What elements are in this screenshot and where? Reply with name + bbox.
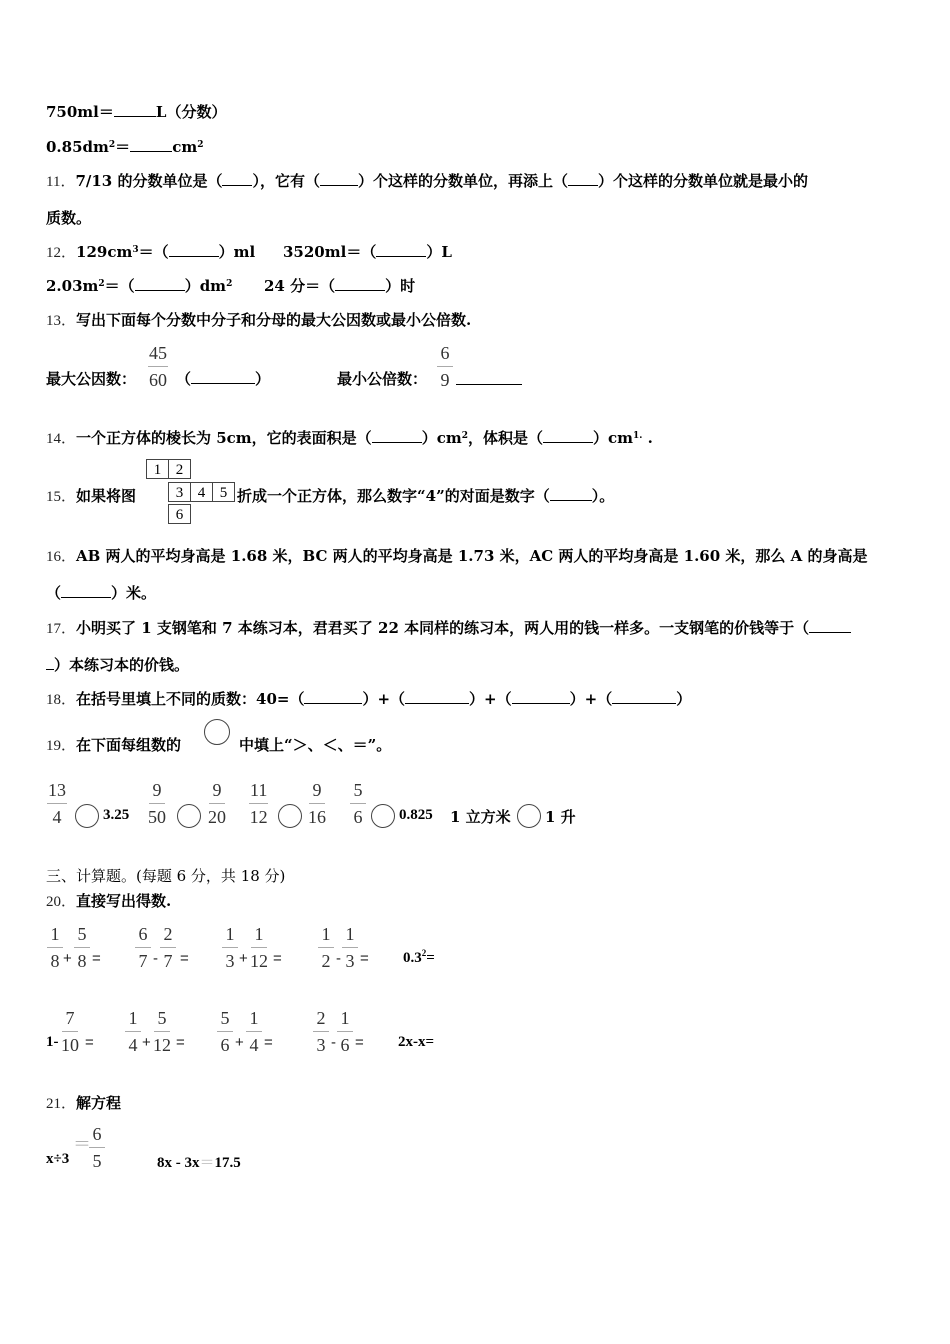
net-cell-2: 2 [168,459,191,479]
denominator: 4 [128,1035,138,1055]
equals: = [176,1034,185,1051]
plus: ）+（ [569,690,613,708]
answer-blank[interactable] [550,486,592,501]
question-20 [46,891,171,912]
q15-text: 折成一个正方体，那么数字“4”的对面是数字（ [237,487,550,505]
q15-text: ）。 [591,487,615,505]
q12-b [283,242,452,262]
question-number: 11． [46,174,76,190]
denominator: 6 [340,1035,350,1055]
unit: cm [172,138,198,156]
question-number: 21． [46,1096,77,1112]
value-3-25: 3.25 [103,807,130,823]
q11-text: ）个这样的分数单位，再添上（ [357,172,568,190]
equals: = [426,950,435,966]
fraction [342,924,358,971]
fraction [125,1008,141,1055]
expr-2x-x: 2x-x= [398,1034,435,1050]
value-0-825: 0.825 [399,807,433,823]
value-1-liter: 1 升 [545,808,576,826]
equals: = [360,950,369,967]
fraction-9-16 [308,780,326,827]
equals: = [273,950,282,967]
plus: ）+（ [469,690,512,708]
fraction [135,924,151,971]
compare-circle-5[interactable] [517,804,541,828]
numerator: 1 [318,924,334,948]
compare-circle-2[interactable] [177,804,201,828]
question-13 [46,310,471,331]
q17-line2 [46,655,189,675]
eq: ＝ [115,138,131,156]
equals: = [85,1034,94,1051]
q16-line2 [46,583,156,603]
question-number: 16． [46,549,77,565]
numerator: 6 [89,1124,105,1148]
numerator: 6 [135,924,151,948]
operator: - [153,950,158,967]
answer-blank[interactable] [191,369,255,384]
answer-blank[interactable] [304,689,362,704]
equation-2 [157,1151,241,1172]
q20-text: 直接写出得数. [76,892,172,910]
question-number: 19． [46,738,77,754]
numerator: 1 [251,924,267,948]
answer-blank[interactable] [809,618,851,633]
question-number: 18． [46,692,77,708]
fraction-13-4 [47,780,67,827]
q11-text: ），它有（ [252,172,320,190]
answer-blank[interactable] [114,102,156,117]
paren: ） [676,690,692,708]
equals: = [180,950,189,967]
q13-lcm-label: 最小公倍数： [337,370,428,388]
question-19 [46,735,181,756]
q15-text: 如果将图 [76,487,137,505]
fraction [61,1008,79,1055]
question-11 [46,171,808,192]
denominator: 16 [308,807,326,827]
net-cell-3: 3 [168,482,191,502]
q10-l1-suffix: L（分数） [155,103,227,121]
denominator: 50 [148,807,166,827]
q16-text: ）米。 [111,584,157,602]
answer-blank[interactable] [320,171,358,186]
operator: + [235,1034,244,1051]
equals: = [92,950,101,967]
equation-1-left: x÷3 [46,1151,70,1167]
answer-blank[interactable] [46,655,54,670]
sup: 3 [132,245,139,255]
answer-blank[interactable] [376,242,426,257]
answer-blank[interactable] [61,583,111,598]
numerator: 9 [209,780,225,804]
answer-blank[interactable] [512,689,570,704]
numerator: 7 [62,1008,78,1032]
denominator: 2 [321,951,331,971]
q12a-prefix: 129cm [76,243,133,261]
numerator: 13 [47,780,67,804]
operator: + [63,950,72,967]
q12-c [46,276,232,296]
denominator: 7 [138,951,148,971]
denominator: 5 [92,1151,102,1171]
denominator: 12 [153,1035,171,1055]
denominator: 4 [249,1035,259,1055]
question-number: 13． [46,313,77,329]
denominator: 12 [250,951,268,971]
answer-blank[interactable] [612,689,676,704]
fraction-6-9 [437,343,453,390]
q18-text: 在括号里填上不同的质数：40=（ [76,690,305,708]
sup: 2 [197,140,204,150]
q13-text: 写出下面每个分数中分子和分母的最大公因数或最小公倍数. [76,311,472,329]
expr-0-3-squared [403,950,435,967]
fraction [313,1008,329,1055]
fraction-11-12 [249,780,268,827]
q13-gcd-answer [176,369,270,389]
question-12 [46,242,255,263]
fraction [222,924,238,971]
denominator: 8 [77,951,87,971]
fraction-6-5 [89,1124,105,1171]
denominator: 6 [353,807,363,827]
q12c-prefix: 2.03m [46,277,99,295]
numerator: 45 [148,343,168,367]
numerator: 1 [222,924,238,948]
paren: （ [176,370,192,388]
q14-text: ，体积是（ [467,429,543,447]
answer-blank[interactable] [456,370,522,385]
sup: 2 [421,948,427,958]
answer-blank[interactable] [335,276,385,291]
expr: 0.3 [403,950,422,966]
numerator: 5 [217,1008,233,1032]
numerator: 2 [160,924,176,948]
q11-text: ）个这样的分数单位就是最小的 [598,172,809,190]
q17-text: 小明买了 1 支钢笔和 7 本练习本，君君买了 22 本同样的练习本，两人用的钱一样多。一支钢笔的价钱等于（ [76,619,810,637]
answer-blank[interactable] [568,171,598,186]
expr-prefix: 1- [46,1034,59,1050]
q12a-mid: ＝（ [138,243,169,261]
circle-icon [204,719,230,745]
sup: 2 [226,279,233,289]
fraction [47,924,63,971]
net-cell-6: 6 [168,504,191,524]
q11-line2: 质数。 [46,209,92,227]
fraction-9-20 [208,780,226,827]
question-number: 12． [46,245,77,261]
operator: - [331,1034,336,1051]
denominator: 10 [61,1035,79,1055]
fraction [217,1008,233,1055]
q12b-suffix: ）L [426,243,452,261]
question-17 [46,618,851,639]
denominator: 3 [316,1035,326,1055]
denominator: 6 [220,1035,230,1055]
answer-blank[interactable] [405,689,469,704]
numerator: 5 [154,1008,170,1032]
question-14 [46,428,653,449]
answer-blank[interactable] [135,276,185,291]
equation-2-left: 8x - 3x [157,1155,200,1171]
answer-blank[interactable] [222,171,252,186]
equals: = [264,1034,273,1051]
numerator: 1 [47,924,63,948]
q13-lcm-answer [456,370,522,389]
plus: ）+（ [362,690,406,708]
question-number: 20． [46,894,77,910]
net-cell-5: 5 [212,482,235,502]
numerator: 9 [309,780,325,804]
answer-blank[interactable] [372,428,422,443]
fraction [160,924,176,971]
sup: 2 [461,431,468,441]
q14-text: 一个正方体的棱长为 5cm，它的表面积是（ [76,429,372,447]
q13-gcd-label: 最大公因数： [46,370,137,388]
operator: + [239,950,248,967]
q12b-prefix: 3520ml＝（ [283,243,377,261]
q16-text: AB 两人的平均身高是 1.68 米，BC 两人的平均身高是 1.73 米，AC 两人的平均身高是 1.60 米，那么 A 的身高是 [76,547,868,565]
q19-text2: 中填上“＞、＜、＝”。 [239,736,392,754]
question-16 [46,546,868,567]
q21-text: 解方程 [76,1094,122,1112]
denominator: 7 [163,951,173,971]
numerator: 5 [74,924,90,948]
fraction [337,1008,353,1055]
question-15 [46,486,136,507]
q12c-suffix: ）dm [184,277,227,295]
compare-circle-4[interactable] [371,804,395,828]
q10-l1-prefix: 750ml＝ [46,103,114,121]
q12d-prefix: 24 分＝（ [264,277,336,295]
numerator: 1 [125,1008,141,1032]
answer-blank[interactable] [130,137,172,152]
fraction [250,924,268,971]
fraction [318,924,334,971]
denominator: 4 [52,807,62,827]
q14-text: ）cm [421,429,462,447]
question-number: 15． [46,489,77,505]
numerator: 9 [149,780,165,804]
net-cell-1: 1 [146,459,169,479]
paren: （ [46,584,62,602]
q12d-suffix: ）时 [385,277,416,295]
denominator: 60 [149,370,167,390]
denominator: 8 [50,951,60,971]
fraction-9-50 [148,780,166,827]
equals: ＝ [199,1155,215,1171]
numerator: 2 [313,1008,329,1032]
equals: ＝ [73,1134,91,1154]
equation-2-right: 17.5 [214,1155,241,1171]
q12c-mid: ＝（ [104,277,135,295]
denominator: 12 [249,807,268,827]
sup: 2 [108,140,116,150]
question-number: 14． [46,431,77,447]
numerator: 6 [437,343,453,367]
denominator: 9 [440,370,450,390]
fraction [74,924,90,971]
fraction [153,1008,171,1055]
q10-line-liters [46,102,226,122]
q10-l2-prefix: 0.85dm [46,138,109,156]
fraction-45-60 [148,343,168,390]
answer-blank[interactable] [169,242,219,257]
section-3-title: 三、计算题。(每题 6 分，共 18 分) [46,867,286,885]
q17-text: ）本练习本的价钱。 [54,656,190,674]
compare-circle-3[interactable] [278,804,302,828]
q11-text: 7/13 的分数单位是（ [75,172,223,190]
denominator: 3 [345,951,355,971]
q15-text-after [237,486,614,506]
operator: - [336,950,341,967]
q19-text: 在下面每组数的 [76,736,182,754]
sup: 2 [98,279,105,289]
sup: 1. [633,431,643,441]
answer-blank[interactable] [543,428,593,443]
net-cell-4: 4 [190,482,213,502]
numerator: 1 [342,924,358,948]
fraction-5-6 [350,780,366,827]
numerator: 1 [337,1008,353,1032]
numerator: 11 [249,780,268,804]
numerator: 5 [350,780,366,804]
q14-text: . [642,429,653,447]
value-1-cubic-meter: 1 立方米 [450,808,511,826]
operator: + [142,1034,151,1051]
question-number: 17． [46,621,77,637]
question-21 [46,1093,121,1114]
paren: ） [255,370,271,388]
q10-line-area [46,137,203,157]
q12-d [264,276,415,296]
q12a-suffix: ）ml [218,243,256,261]
compare-circle-1[interactable] [75,804,99,828]
denominator: 3 [225,951,235,971]
question-18 [46,689,691,710]
equals: = [355,1034,364,1051]
q14-text: ）cm [592,429,633,447]
numerator: 1 [246,1008,262,1032]
denominator: 20 [208,807,226,827]
fraction [246,1008,262,1055]
